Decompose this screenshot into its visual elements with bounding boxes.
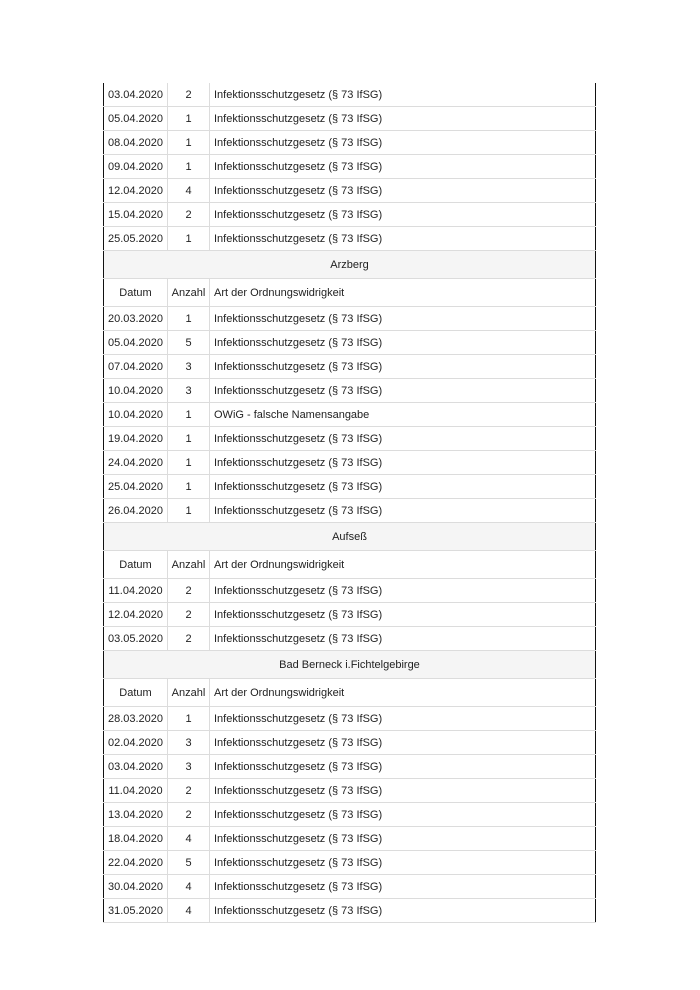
count-cell: 1 [168,707,210,731]
violation-type-cell: Infektionsschutzgesetz (§ 73 IfSG) [210,355,596,379]
table-row [104,579,596,603]
count-cell: 4 [168,179,210,203]
date-cell: 03.04.2020 [104,755,168,779]
violation-type-cell: Infektionsschutzgesetz (§ 73 IfSG) [210,131,596,155]
count-cell: 2 [168,803,210,827]
violation-type-cell: Infektionsschutzgesetz (§ 73 IfSG) [210,499,596,523]
date-cell: 05.04.2020 [104,331,168,355]
count-cell: 2 [168,779,210,803]
table-row [104,179,596,203]
count-cell: 1 [168,307,210,331]
column-header-type: Art der Ordnungswidrigkeit [210,679,596,707]
table-row [104,707,596,731]
municipality-section-header [104,651,596,679]
count-cell: 2 [168,579,210,603]
count-cell: 1 [168,107,210,131]
date-cell: 30.04.2020 [104,875,168,899]
violation-type-cell: OWiG - falsche Namensangabe [210,403,596,427]
date-cell: 11.04.2020 [104,779,168,803]
violation-type-cell: Infektionsschutzgesetz (§ 73 IfSG) [210,851,596,875]
violation-type-cell: Infektionsschutzgesetz (§ 73 IfSG) [210,475,596,499]
date-cell: 11.04.2020 [104,579,168,603]
violation-type-cell: Infektionsschutzgesetz (§ 73 IfSG) [210,579,596,603]
date-cell: 10.04.2020 [104,379,168,403]
count-cell: 1 [168,131,210,155]
count-cell: 3 [168,355,210,379]
count-cell: 4 [168,899,210,923]
date-cell: 03.05.2020 [104,627,168,651]
table-row [104,331,596,355]
table-row [104,603,596,627]
date-cell: 15.04.2020 [104,203,168,227]
violation-type-cell: Infektionsschutzgesetz (§ 73 IfSG) [210,707,596,731]
date-cell: 25.05.2020 [104,227,168,251]
column-header-row [104,551,596,579]
violation-type-cell: Infektionsschutzgesetz (§ 73 IfSG) [210,203,596,227]
table-row [104,427,596,451]
table-row [104,827,596,851]
violations-table [103,83,596,923]
violation-type-cell: Infektionsschutzgesetz (§ 73 IfSG) [210,307,596,331]
violation-type-cell: Infektionsschutzgesetz (§ 73 IfSG) [210,899,596,923]
table-row [104,627,596,651]
date-cell: 18.04.2020 [104,827,168,851]
date-cell: 28.03.2020 [104,707,168,731]
municipality-section-header [104,251,596,279]
table-body [104,83,596,923]
count-cell: 3 [168,755,210,779]
municipality-name: Aufseß [104,523,596,551]
table-row [104,899,596,923]
violation-type-cell: Infektionsschutzgesetz (§ 73 IfSG) [210,155,596,179]
count-cell: 1 [168,403,210,427]
table-row [104,107,596,131]
count-cell: 2 [168,83,210,107]
table-row [104,475,596,499]
count-cell: 1 [168,475,210,499]
column-header-count: Anzahl [168,279,210,307]
municipality-name: Arzberg [104,251,596,279]
date-cell: 10.04.2020 [104,403,168,427]
violation-type-cell: Infektionsschutzgesetz (§ 73 IfSG) [210,83,596,107]
violation-type-cell: Infektionsschutzgesetz (§ 73 IfSG) [210,731,596,755]
date-cell: 09.04.2020 [104,155,168,179]
count-cell: 1 [168,427,210,451]
count-cell: 1 [168,499,210,523]
table-row [104,307,596,331]
count-cell: 4 [168,875,210,899]
violation-type-cell: Infektionsschutzgesetz (§ 73 IfSG) [210,875,596,899]
violation-type-cell: Infektionsschutzgesetz (§ 73 IfSG) [210,427,596,451]
count-cell: 1 [168,451,210,475]
date-cell: 02.04.2020 [104,731,168,755]
violation-type-cell: Infektionsschutzgesetz (§ 73 IfSG) [210,107,596,131]
date-cell: 08.04.2020 [104,131,168,155]
table-row [104,803,596,827]
count-cell: 5 [168,851,210,875]
table-row [104,875,596,899]
table-row [104,355,596,379]
violation-type-cell: Infektionsschutzgesetz (§ 73 IfSG) [210,803,596,827]
date-cell: 05.04.2020 [104,107,168,131]
date-cell: 12.04.2020 [104,179,168,203]
count-cell: 2 [168,603,210,627]
column-header-type: Art der Ordnungswidrigkeit [210,551,596,579]
violation-type-cell: Infektionsschutzgesetz (§ 73 IfSG) [210,755,596,779]
violation-type-cell: Infektionsschutzgesetz (§ 73 IfSG) [210,779,596,803]
municipality-name: Bad Berneck i.Fichtelgebirge [104,651,596,679]
count-cell: 5 [168,331,210,355]
date-cell: 07.04.2020 [104,355,168,379]
table-row [104,203,596,227]
date-cell: 19.04.2020 [104,427,168,451]
date-cell: 22.04.2020 [104,851,168,875]
date-cell: 03.04.2020 [104,83,168,107]
table-row [104,731,596,755]
violation-type-cell: Infektionsschutzgesetz (§ 73 IfSG) [210,603,596,627]
column-header-row [104,679,596,707]
count-cell: 4 [168,827,210,851]
date-cell: 20.03.2020 [104,307,168,331]
violation-type-cell: Infektionsschutzgesetz (§ 73 IfSG) [210,827,596,851]
count-cell: 1 [168,227,210,251]
count-cell: 3 [168,731,210,755]
violation-type-cell: Infektionsschutzgesetz (§ 73 IfSG) [210,451,596,475]
table-row [104,451,596,475]
table-row [104,155,596,179]
column-header-date: Datum [104,279,168,307]
column-header-date: Datum [104,679,168,707]
column-header-row [104,279,596,307]
date-cell: 12.04.2020 [104,603,168,627]
table-row [104,131,596,155]
violation-type-cell: Infektionsschutzgesetz (§ 73 IfSG) [210,627,596,651]
column-header-type: Art der Ordnungswidrigkeit [210,279,596,307]
date-cell: 25.04.2020 [104,475,168,499]
violation-type-cell: Infektionsschutzgesetz (§ 73 IfSG) [210,379,596,403]
count-cell: 2 [168,627,210,651]
date-cell: 24.04.2020 [104,451,168,475]
count-cell: 3 [168,379,210,403]
table-row [104,403,596,427]
column-header-date: Datum [104,551,168,579]
date-cell: 31.05.2020 [104,899,168,923]
date-cell: 13.04.2020 [104,803,168,827]
table-row [104,851,596,875]
violation-type-cell: Infektionsschutzgesetz (§ 73 IfSG) [210,179,596,203]
table-row [104,755,596,779]
municipality-section-header [104,523,596,551]
date-cell: 26.04.2020 [104,499,168,523]
table-row [104,227,596,251]
column-header-count: Anzahl [168,551,210,579]
column-header-count: Anzahl [168,679,210,707]
count-cell: 1 [168,155,210,179]
table-row [104,83,596,107]
table-row [104,379,596,403]
table-row [104,499,596,523]
violation-type-cell: Infektionsschutzgesetz (§ 73 IfSG) [210,227,596,251]
violation-type-cell: Infektionsschutzgesetz (§ 73 IfSG) [210,331,596,355]
count-cell: 2 [168,203,210,227]
table-row [104,779,596,803]
